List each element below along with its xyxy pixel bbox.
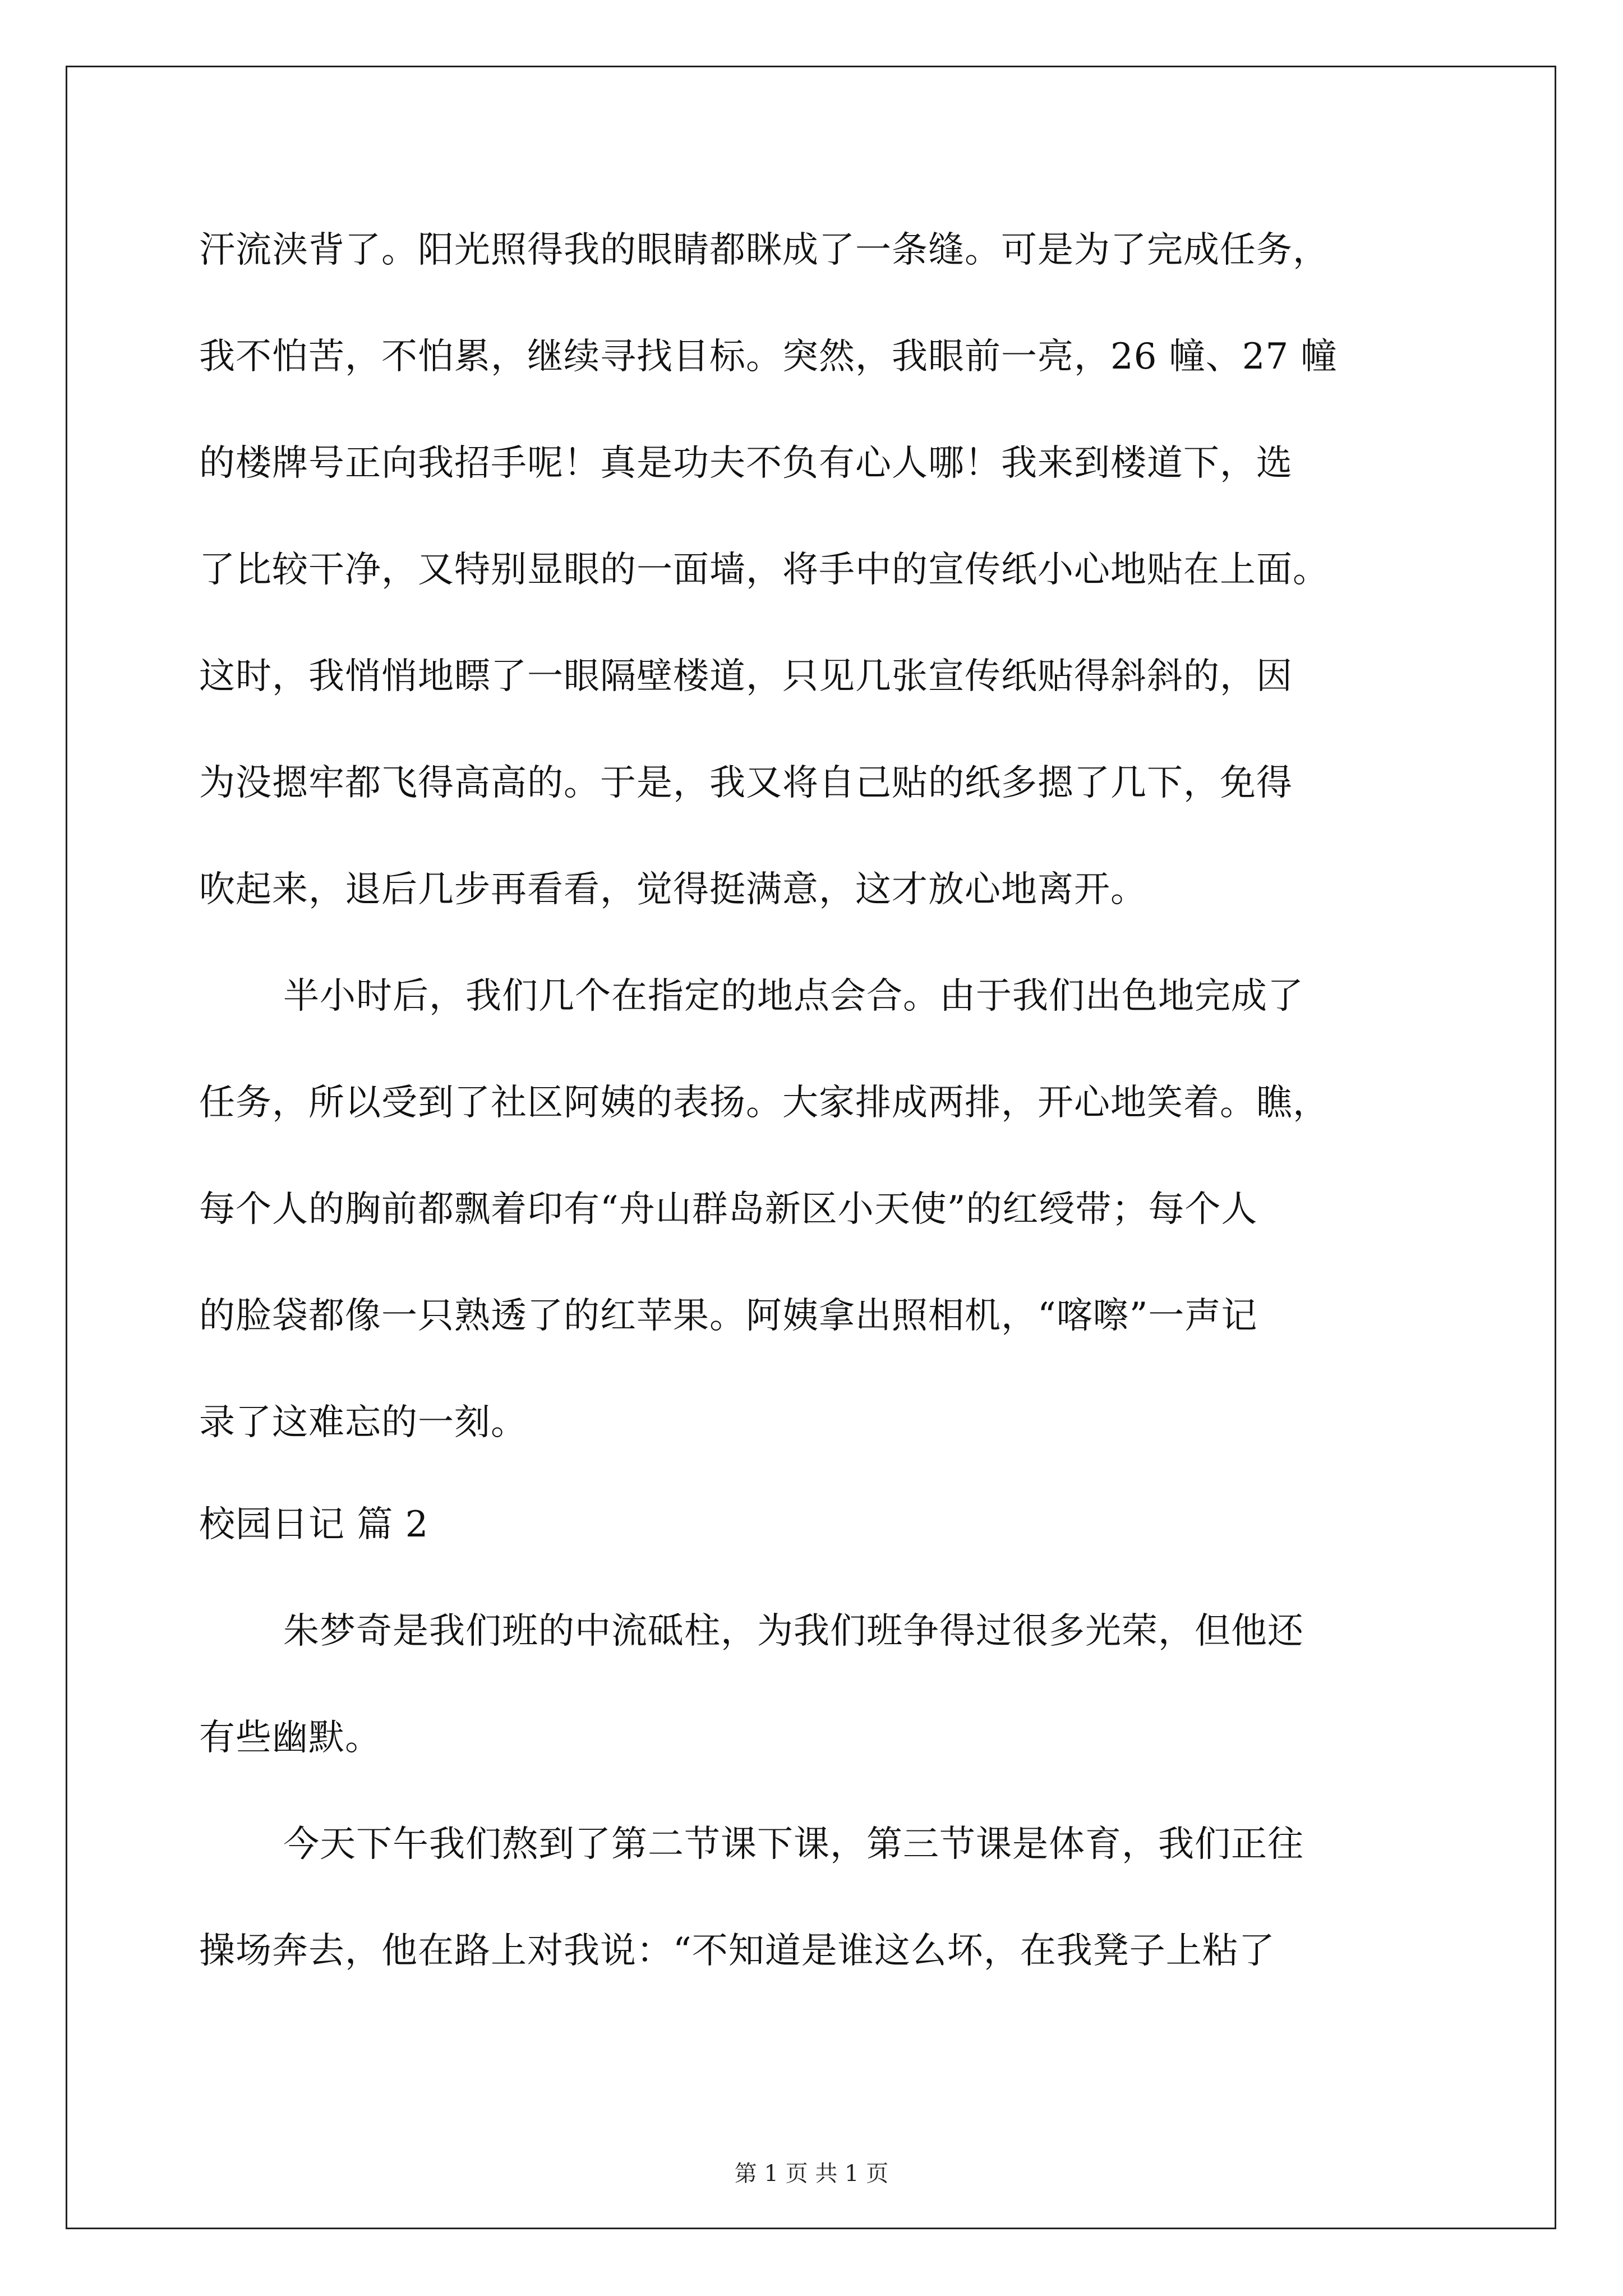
paragraph-line: 今天下午我们熬到了第二节课下课，第三节课是体育，我们正往 bbox=[283, 1824, 1304, 1865]
paragraph-line: 操场奔去，他在路上对我说：“不知道是谁这么坏，在我凳子上粘了 bbox=[199, 1930, 1275, 1972]
paragraph-line: 的楼牌号正向我招手呢！真是功夫不负有心人哪！我来到楼道下，选 bbox=[199, 443, 1293, 484]
paragraph-line: 吹起来，退后几步再看看，觉得挺满意，这才放心地离开。 bbox=[199, 869, 1147, 910]
paragraph-line: 每个人的胸前都飘着印有“舟山群岛新区小天使”的红绶带；每个人 bbox=[199, 1189, 1258, 1230]
paragraph-line: 这时，我悄悄地瞟了一眼隔壁楼道，只见几张宣传纸贴得斜斜的，因 bbox=[199, 656, 1293, 697]
paragraph-line: 有些幽默。 bbox=[199, 1717, 381, 1759]
paragraph-line: 我不怕苦，不怕累，继续寻找目标。突然，我眼前一亮，26 幢、27 幢 bbox=[199, 336, 1338, 378]
paragraph-line: 了比较干净，又特别显眼的一面墙，将手中的宣传纸小心地贴在上面。 bbox=[199, 549, 1329, 591]
section-heading: 校园日记 篇 2 bbox=[199, 1504, 429, 1545]
page-footer: 第 1 页 共 1 页 bbox=[734, 2161, 889, 2187]
paragraph-line: 汗流浃背了。阳光照得我的眼睛都眯成了一条缝。可是为了完成任务， bbox=[199, 229, 1329, 271]
paragraph-line: 的脸袋都像一只熟透了的红苹果。阿姨拿出照相机，“喀嚓”一声记 bbox=[199, 1295, 1258, 1337]
paragraph-line: 录了这难忘的一刻。 bbox=[199, 1402, 527, 1443]
paragraph-line: 朱梦奇是我们班的中流砥柱，为我们班争得过很多光荣，但他还 bbox=[283, 1611, 1304, 1652]
paragraph-line: 半小时后，我们几个在指定的地点会合。由于我们出色地完成了 bbox=[283, 976, 1304, 1017]
paragraph-line: 为没摁牢都飞得高高的。于是，我又将自己贴的纸多摁了几下，免得 bbox=[199, 762, 1293, 804]
paragraph-line: 任务，所以受到了社区阿姨的表扬。大家排成两排，开心地笑着。瞧， bbox=[199, 1082, 1329, 1124]
page-frame bbox=[66, 66, 1556, 2229]
